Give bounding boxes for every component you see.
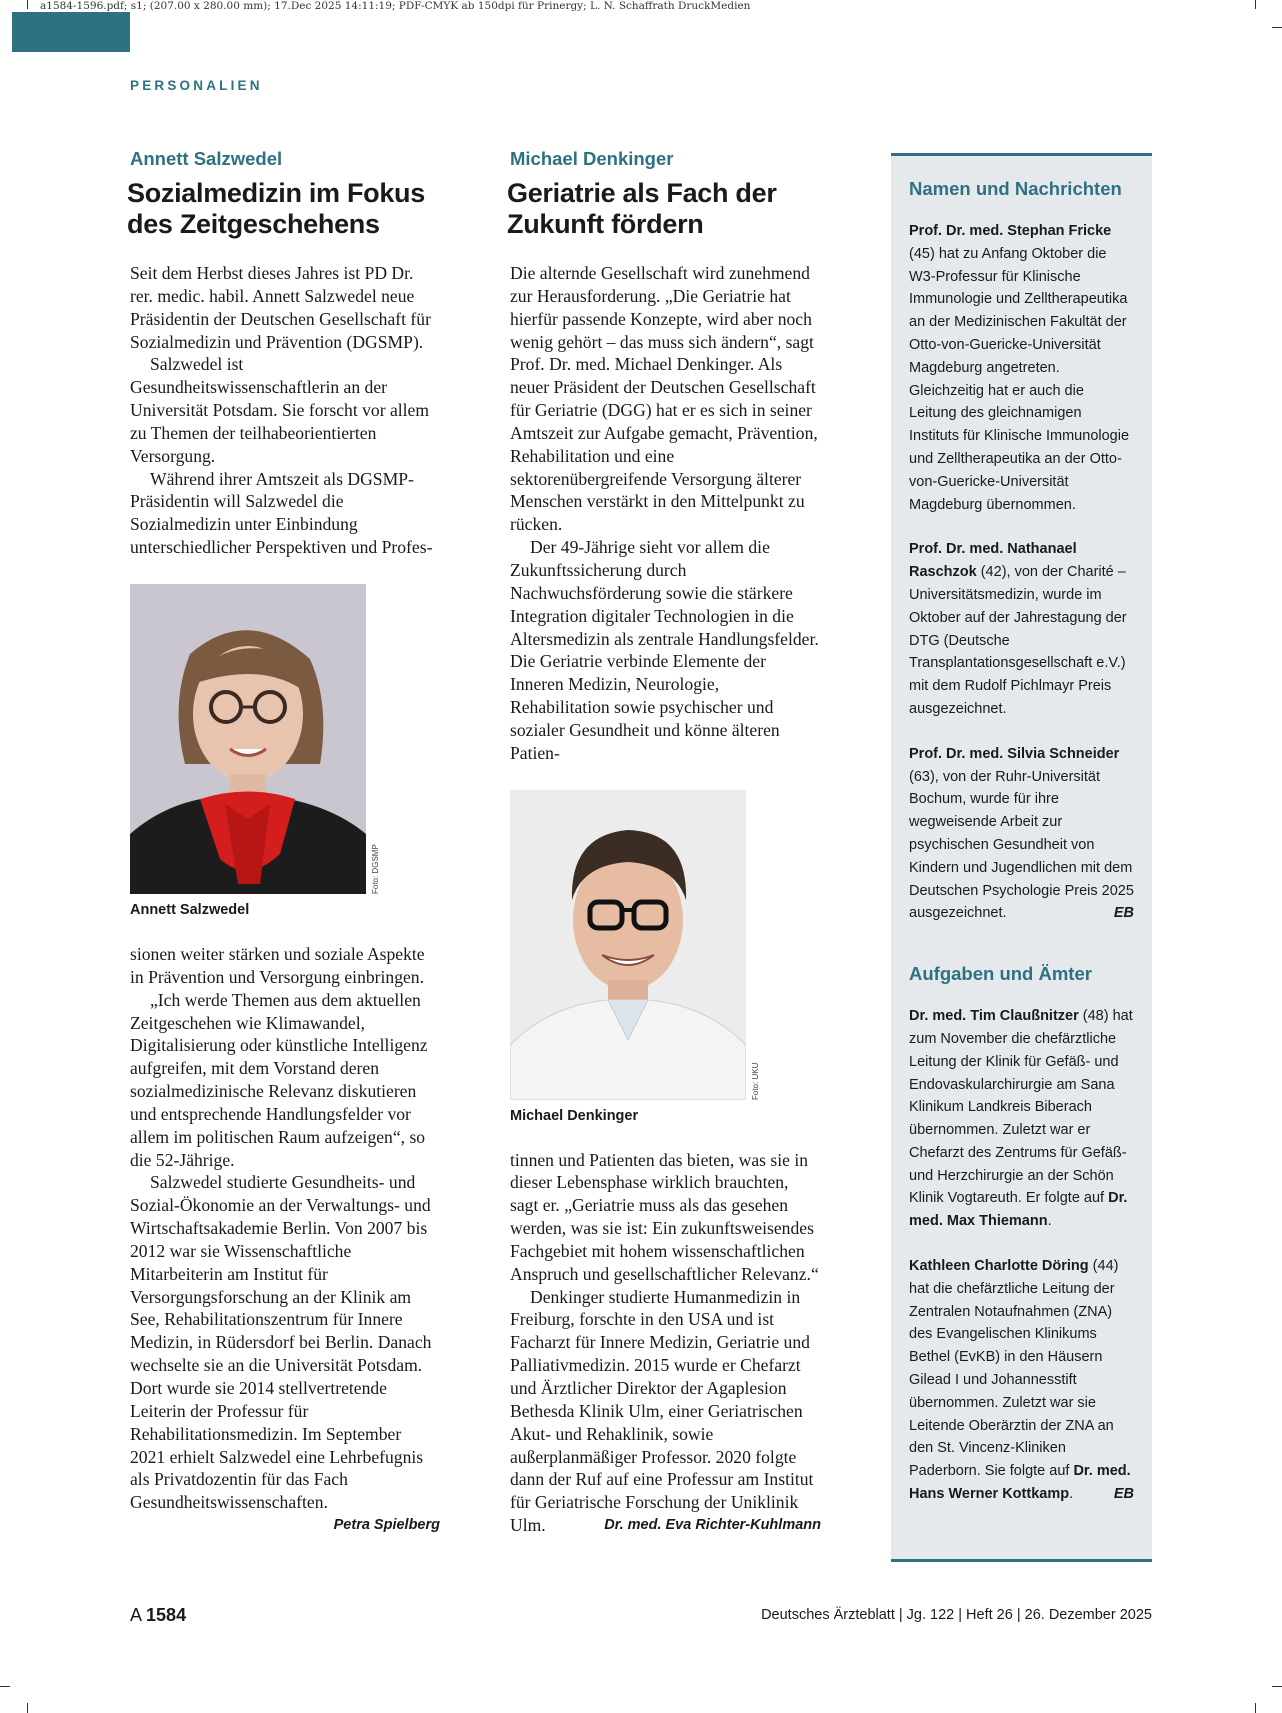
article-salzwedel [127, 148, 440, 1537]
photo-block [510, 790, 760, 1124]
article-author: Michael Denkinger [510, 148, 674, 169]
news-text: (44) hat die chefärztliche Leitung der Zentralen Notaufnahmen (ZNA) des Evangelischen Klinikums Bethel (EvKB) in den Häusern Gilead I und Johannesstift übernommen. Zuletzt war sie Leitende Oberärztin der ZNA an den St. Vincenz-Kliniken Paderborn. Sie folgte auf [909, 1258, 1119, 1480]
paragraph: Der 49-Jährige sieht vor allem die Zukunftssicherung durch Nachwuchsförderung sowie die stärkere Integration digitaler Technologien in die Altersmedizin als zentrale Handlungsfelder. Die Geriatrie verbinde Elemente der Inneren Medizin, Neurologie, Rehabilitation sowie psychischer und sozialer Gesundheit und könne älteren Patien- [510, 537, 819, 763]
paragraph: Die alternde Gesellschaft wird zunehmend zur Herausforderung. „Die Geriatrie hat hierfür passende Konzepte, wird aber noch wenig gehört – das muss sich ändern“, sagt Prof. Dr. med. Michael Denkinger. Als neuer Präsident der Deutschen Gesellschaft für Geriatrie (DGG) hat er es sich in seiner Amtszeit zur Aufgabe gemacht, Prävention, Rehabilitation und eine sektorenübergreifende Versorgung älterer Menschen verstärkt in den Mittelpunkt zu rücken. [510, 263, 818, 535]
crop-mark [1255, 1703, 1256, 1713]
person-name: Kathleen Charlotte Döring [909, 1258, 1089, 1275]
successor-name: Dr. med. Hans Werner Kottkamp [909, 1463, 1131, 1503]
paragraph: Salzwedel ist Gesundheitswissenschaftlerin an der Universität Potsdam. Sie forscht vor allem zu Themen der teilhabeorientierten Versorgung. [130, 354, 430, 466]
news-item [909, 743, 1134, 925]
paragraph: Seit dem Herbst dieses Jahres ist PD Dr. rer. medic. habil. Annett Salzwedel neue Präsidentin der Deutschen Gesellschaft für Sozialmedizin und Prävention (DGSMP). [130, 263, 431, 352]
page-number-value: 1584 [146, 1605, 187, 1625]
article-headline [127, 178, 440, 240]
headline-line: des Zeitgeschehens [127, 209, 380, 239]
paragraph: sionen weiter stärken und soziale Aspekte in Prävention und Versorgung einbringen. [130, 943, 425, 987]
editor-signature: EB [1113, 1486, 1134, 1503]
photo-caption: Annett Salzwedel [130, 901, 250, 918]
sidebar-heading: Aufgaben und Ämter [909, 963, 1092, 985]
headline-line: Zukunft fördern [507, 209, 704, 239]
sentence-end: . [1069, 1486, 1074, 1503]
article-body-continued [510, 1149, 821, 1537]
journal-info: Deutsches Ärzteblatt | Jg. 122 | Heft 26 | 26. Dezember 2025 [761, 1607, 1152, 1623]
news-item [909, 538, 1134, 720]
news-text: (45) hat zu Anfang Oktober die W3-Professur für Klinische Immunologie und Zelltherapeutika an der Medizinischen Fakultät der Otto-von-Guericke-Universität Magdeburg angetreten. Gleichzeitig hat er auch die Leitung des gleichnamigen Instituts für Klinische Immunologie und Zelltherapeutika an der Otto-von-Guericke-Universität Magdeburg übernommen. [909, 245, 1130, 513]
headline-line: Sozialmedizin im Fokus [127, 178, 425, 208]
person-name: Prof. Dr. med. Stephan Fricke [909, 223, 1112, 239]
successor-name: Dr. med. Max Thiemann [909, 1190, 1128, 1230]
portrait-photo-denkinger [510, 790, 746, 1100]
photo-credit: Foto: DGSMP [371, 844, 380, 894]
paragraph: tinnen und Patienten das bieten, was sie in dieser Lebensphase wirklich brauchten, sagt er. „Geriatrie muss als das gesehen werden, was sie ist: Ein zukunftsweisendes Fachgebiet mit hohem wissenschaftlichen Anspruch und gesellschaftlicher Relevanz.“ [510, 1149, 819, 1284]
crop-mark [1272, 1686, 1282, 1687]
portrait-photo-salzwedel [130, 584, 366, 894]
page-prefix: A [130, 1605, 142, 1625]
sidebar-heading: Namen und Nachrichten [909, 178, 1122, 199]
author-signature: Dr. med. Eva Richter-Kuhlmann [604, 1517, 821, 1534]
article-author: Annett Salzwedel [130, 148, 283, 169]
crop-mark [1255, 0, 1256, 9]
paragraph-text: Salzwedel studierte Gesundheits- und Sozial-Ökonomie an der Verwaltungs- und Wirtschaftsakademie Berlin. Von 2007 bis 2012 war sie Wissenschaftliche Mitarbeiterin am Institut für Versorgungsforschung an der Klinik am See, Rehabilitationszentrum für Innere Medizin, in Rüdersdorf bei Berlin. Danach wechselte sie an die Universität Potsdam. Dort wurde sie 2014 stellvertretende Leiterin der Professur für Rehabilitationsmedizin. Im September 2021 erhielt Salzwedel eine Lehrbefugnis als Privatdozentin für das Fach Gesundheitswissenschaften. [130, 1172, 432, 1513]
crop-mark [0, 1686, 10, 1687]
photo-credit: Foto: UKU [751, 1062, 760, 1100]
news-item [909, 1255, 1134, 1506]
person-name: Prof. Dr. med. Silvia Schneider [909, 745, 1120, 762]
person-name: Prof. Dr. med. Nathanael Raschzok [909, 541, 1077, 581]
print-info-line: a1584-1596.pdf; s1; (207.00 x 280.00 mm); 17.Dec 2025 14:11:19; PDF-CMYK ab 150dpi für Prinergy; L. N. Schaffrath DruckMedien [40, 0, 751, 12]
crop-mark [1272, 27, 1282, 28]
news-text: (63), von der Ruhr-Universität Bochum, wurde für ihre wegweisende Arbeit zur psychischen Gesundheit von Kindern und Jugendlichen mit dem Deutschen Psychologie Preis 2025 ausgezeichnet. [909, 768, 1134, 922]
crop-mark [27, 1703, 28, 1713]
paragraph [130, 1171, 440, 1534]
crop-mark [27, 0, 28, 9]
sentence-end: . [1047, 1213, 1052, 1230]
person-name: Dr. med. Tim Claußnitzer [909, 1008, 1079, 1025]
editor-signature: EB [1113, 905, 1134, 922]
photo-block [130, 584, 380, 918]
news-text: (48) hat zum November die chefärztliche Leitung der Klinik für Gefäß- und Endovaskularchirurgie am Sana Klinikum Landkreis Biberach übernommen. Zuletzt war er Chefarzt des Zentrums für Gefäß- und Herzchirurgie an der Schön Klinik Vogtareuth. Er folgte auf [909, 1008, 1133, 1207]
photo-caption: Michael Denkinger [510, 1107, 639, 1124]
article-body [510, 262, 821, 765]
article-headline [507, 178, 821, 240]
portrait-illustration [510, 790, 746, 1100]
news-item [909, 220, 1134, 516]
paragraph: Während ihrer Amtszeit als DGSMP-Präsidentin will Salzwedel die Sozialmedizin unter Einbindung unterschiedlicher Perspektiven und Profes- [130, 468, 433, 558]
page-number [130, 1605, 186, 1626]
section-label: PERSONALIEN [130, 78, 263, 93]
portrait-illustration [130, 584, 366, 894]
paragraph-text: Denkinger studierte Humanmedizin in Freiburg, forschte in den USA und ist Facharzt für Innere Medizin, Geriatrie und Palliativmedizin. 2015 wurde er Chefarzt und Ärztlicher Direktor der Agaplesion Bethesda Klinik Ulm, einer Geriatrischen Akut- und Rehaklinik, sowie außerplanmäßiger Professor. 2020 folgte dann der Ruf auf eine Professur am Institut für Geriatrische Forschung der Uniklinik Ulm. [510, 1286, 814, 1536]
article-body-continued [130, 943, 440, 1534]
news-text: (42), von der Charité – Universitätsmedizin, wurde im Oktober auf der Jahrestagung der DTG (Deutsche Transplantationsgesellschaft e.V.) mit dem Rudolf Pichlmayr Preis ausgezeichnet. [909, 564, 1127, 717]
author-signature: Petra Spielberg [333, 1517, 440, 1534]
article-body [130, 262, 440, 559]
section-color-bar [12, 12, 130, 52]
news-sidebar [891, 153, 1152, 1562]
article-denkinger [507, 148, 821, 1537]
paragraph [510, 1286, 821, 1537]
paragraph: „Ich werde Themen aus dem aktuellen Zeitgeschehen wie Klimawandel, Digitalisierung oder künstliche Intelligenz aufgreifen, mit dem Vorstand deren sozialmedizinische Relevanz diskutieren und entsprechende Handlungsfelder vor allem im politischen Raum aufzeigen“, so die 52-Jährige. [130, 989, 428, 1170]
headline-line: Geriatrie als Fach der [507, 178, 777, 208]
news-item [909, 1005, 1134, 1233]
